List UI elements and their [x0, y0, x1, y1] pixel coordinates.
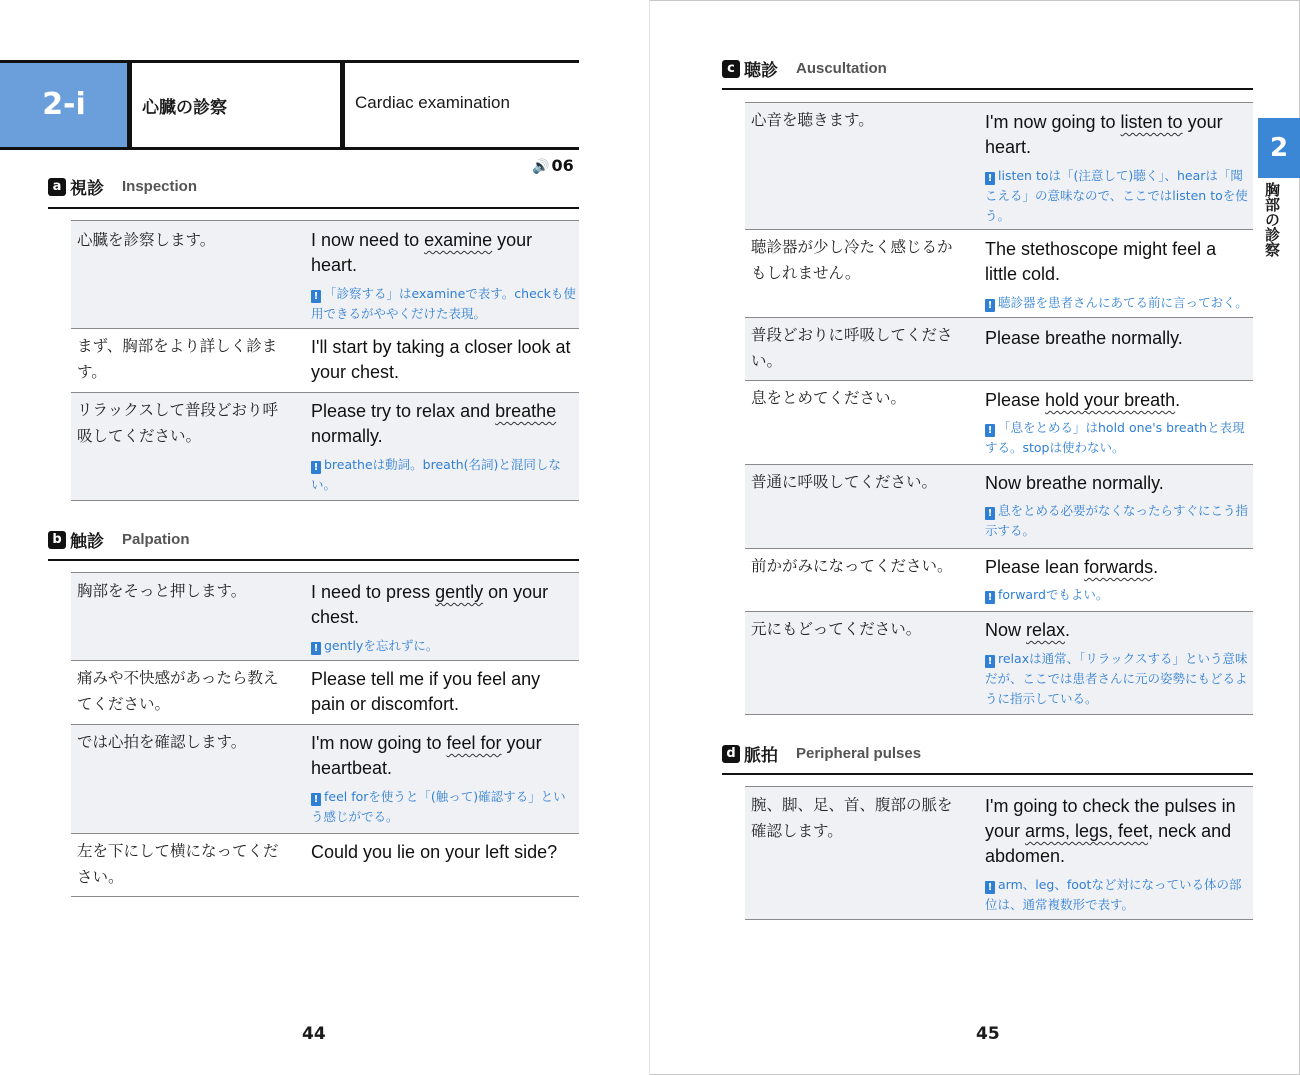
- info-mark-icon: !: [311, 290, 321, 303]
- phrase-en: I now need to examine your heart.: [311, 230, 533, 275]
- phrase-en: I'm now going to listen to your heart.: [985, 112, 1223, 157]
- usage-note: ! feel forを使うと「(触って)確認する」という感じがでる。: [311, 789, 566, 824]
- table-row: [71, 661, 579, 725]
- section-title-en: Auscultation: [796, 60, 887, 77]
- table-row: [745, 230, 1253, 318]
- section-letter: c: [722, 60, 740, 78]
- table-row: [745, 318, 1253, 381]
- table-row: [745, 381, 1253, 465]
- table-row: [745, 549, 1253, 612]
- phrase-jp: 心音を聴きます。: [751, 111, 874, 129]
- section-title-jp: 触診: [70, 532, 104, 552]
- section-heading-inspection: [48, 174, 197, 204]
- table-row: [745, 465, 1253, 549]
- section-heading-auscultation: [722, 56, 887, 86]
- info-mark-icon: !: [311, 793, 321, 806]
- usage-note: ! gentlyを忘れずに。: [311, 636, 576, 656]
- section-rule: [722, 88, 1253, 90]
- chapter-side-label: 胸部の診察: [1263, 182, 1281, 257]
- phrase-en: Please breathe normally.: [985, 328, 1183, 348]
- info-mark-icon: !: [985, 299, 995, 312]
- chapter-title-jp: 心臓の診察: [142, 98, 227, 118]
- usage-note: ! arm、leg、footなど対になっている体の部位は、通常複数形で表す。: [985, 877, 1242, 912]
- usage-note: ! 「診察する」はexamineで表す。checkも使用できるがややくだけた表現。: [311, 286, 576, 321]
- section-letter: a: [48, 178, 66, 196]
- table-row: [745, 786, 1253, 920]
- info-mark-icon: !: [311, 642, 321, 655]
- phrase-jp: まず、胸部をより詳しく診ます。: [77, 337, 278, 381]
- table-row: [71, 329, 579, 393]
- chapter-title-en-box: [345, 60, 579, 150]
- info-mark-icon: !: [985, 591, 995, 604]
- phrase-jp: 痛みや不快感があったら教えてください。: [77, 669, 279, 713]
- usage-note: ! listen toは「(注意して)聴く」、hearは「聞こえる」の意味なので、ここではlisten toを使う。: [985, 168, 1248, 223]
- section-title-jp: 聴診: [744, 61, 778, 81]
- phrase-jp: 腕、脚、足、首、腹部の脈を確認します。: [751, 796, 953, 840]
- section-rule: [48, 559, 579, 561]
- info-mark-icon: !: [985, 881, 995, 894]
- phrase-jp: では心拍を確認します。: [77, 733, 247, 751]
- page-number-left: 44: [302, 1024, 326, 1044]
- speaker-icon: 🔊: [532, 159, 550, 175]
- section-heading-palpation: [48, 527, 190, 557]
- usage-note: ! relaxは通常、「リラックスする」という意味だが、ここでは患者さんに元の姿勢にもどるように指示している。: [985, 651, 1248, 706]
- section-heading-peripheral-pulses: [722, 741, 921, 771]
- usage-note: ! breatheは動詞。breath(名詞)と混同しない。: [311, 457, 561, 492]
- section-rule: [48, 207, 579, 209]
- table-row: [71, 572, 579, 661]
- table-row: [71, 834, 579, 897]
- phrase-en: Please try to relax and breathe normally.: [311, 401, 557, 446]
- phrase-en: I'm now going to feel for your heartbeat.: [311, 733, 542, 778]
- usage-note: ! forwardでもよい。: [985, 585, 1250, 605]
- phrase-jp: 胸部をそっと押します。: [77, 582, 247, 600]
- section-title-jp: 視診: [70, 179, 104, 199]
- chapter-number-box: [0, 60, 130, 150]
- phrase-en: Now breathe normally.: [985, 473, 1164, 493]
- usage-note: ! 「息をとめる」はhold one's breathと表現する。stopは使わない。: [985, 420, 1245, 455]
- usage-note: ! 息をとめる必要がなくなったらすぐにこう指示する。: [985, 503, 1249, 538]
- info-mark-icon: !: [985, 424, 995, 437]
- phrase-en: Could you lie on your left side?: [311, 842, 558, 862]
- section-letter: b: [48, 531, 66, 549]
- page-number-right: 45: [976, 1024, 1000, 1044]
- section-rule: [722, 773, 1253, 775]
- usage-note: ! 聴診器を患者さんにあてる前に言っておく。: [985, 293, 1253, 313]
- phrase-en: I need to press gently on your chest.: [311, 582, 549, 627]
- table-row: [71, 393, 579, 501]
- audio-track[interactable]: [532, 156, 574, 175]
- phrase-jp: 普段どおりに呼吸してください。: [751, 326, 953, 370]
- chapter-number: 2-i: [42, 87, 86, 122]
- chapter-side-tab: 2: [1258, 118, 1300, 178]
- section-title-en: Palpation: [122, 531, 190, 548]
- info-mark-icon: !: [311, 461, 321, 474]
- section-title-en: Inspection: [122, 178, 198, 195]
- phrase-jp: 左を下にして横になってください。: [77, 842, 279, 886]
- info-mark-icon: !: [985, 655, 995, 668]
- audio-track-number: 06: [551, 156, 574, 175]
- table-row: [745, 102, 1253, 230]
- section-title-jp: 脈拍: [744, 746, 778, 766]
- phrase-jp: 聴診器が少し冷たく感じるかもしれません。: [751, 238, 953, 282]
- phrase-en: Please lean forwards.: [985, 557, 1159, 577]
- section-letter: d: [722, 745, 740, 763]
- chapter-title-en: Cardiac examination: [355, 93, 510, 112]
- phrase-jp: 元にもどってください。: [751, 620, 922, 638]
- table-row: [71, 220, 579, 329]
- table-row: [745, 612, 1253, 715]
- info-mark-icon: !: [985, 507, 995, 520]
- phrase-jp: 心臓を診察します。: [77, 231, 216, 249]
- phrase-en: I'm going to check the pulses in your arms, legs, feet, neck and abdomen.: [985, 796, 1236, 866]
- spine: [649, 0, 650, 1075]
- phrase-en: Now relax.: [985, 620, 1071, 640]
- info-mark-icon: !: [985, 172, 995, 185]
- section-title-en: Peripheral pulses: [796, 745, 922, 762]
- phrase-jp: 前かがみになってください。: [751, 557, 953, 575]
- phrase-jp: リラックスして普段どおり呼吸してください。: [77, 401, 279, 445]
- phrase-en: Please tell me if you feel any pain or discomfort.: [311, 669, 541, 714]
- table-row: [71, 725, 579, 834]
- phrase-jp: 普通に呼吸してください。: [751, 473, 938, 491]
- phrase-jp: 息をとめてください。: [751, 389, 907, 407]
- phrase-en: The stethoscope might feel a little cold.: [985, 239, 1217, 284]
- phrase-en: I'll start by taking a closer look at your chest.: [311, 337, 571, 382]
- phrase-en: Please hold your breath.: [985, 390, 1181, 410]
- chapter-title-jp-box: [132, 60, 340, 150]
